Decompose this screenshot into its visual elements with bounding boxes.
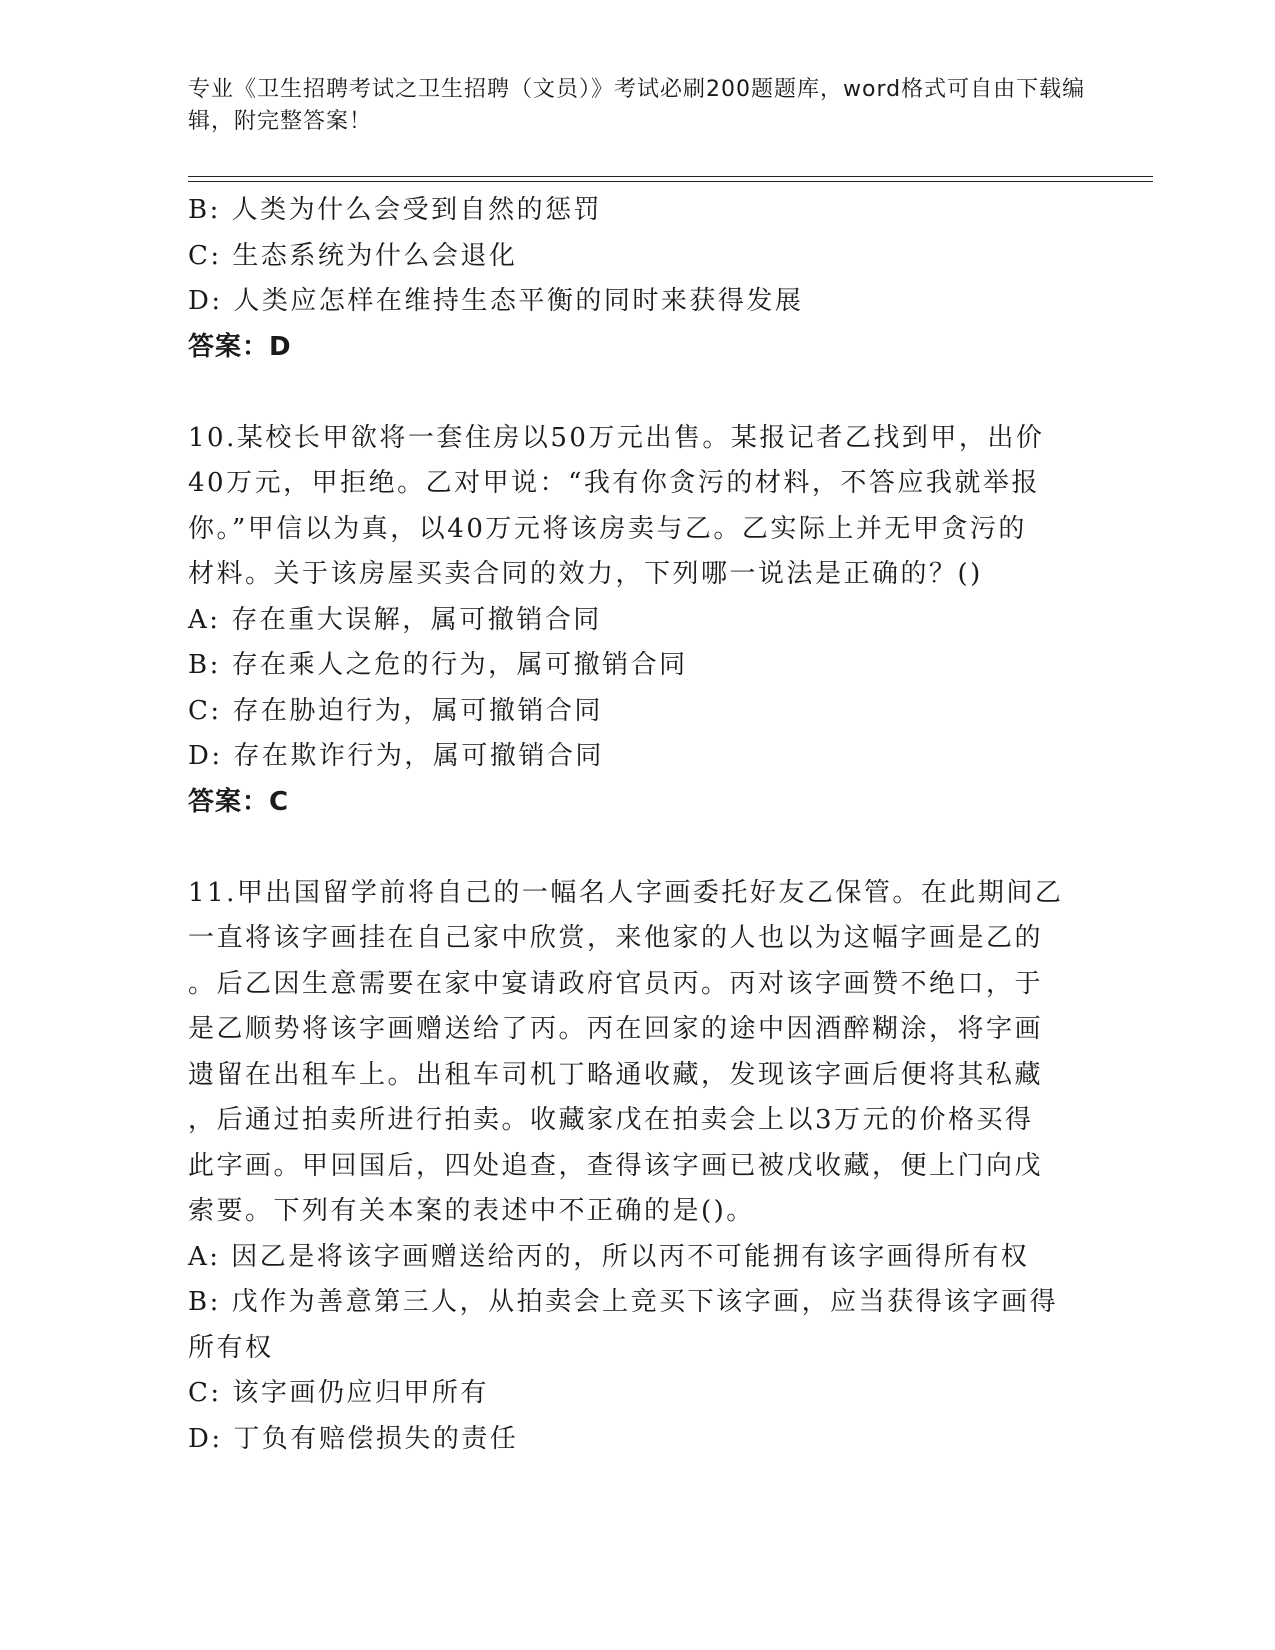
option-c: C: 存在胁迫行为，属可撤销合同 bbox=[188, 695, 603, 726]
answer-label: 答案：D bbox=[188, 331, 292, 362]
spacer bbox=[188, 825, 1078, 871]
question-stem-line: 遗留在出租车上。出租车司机丁略通收藏，发现该字画后便将其私藏 bbox=[188, 1059, 1044, 1090]
option-d: D: 人类应怎样在维持生态平衡的同时来获得发展 bbox=[188, 286, 804, 316]
header-divider-top bbox=[188, 176, 1153, 177]
question-stem-line: 是乙顺势将该字画赠送给了丙。丙在回家的途中因酒醉糊涂，将字画 bbox=[188, 1014, 1044, 1044]
document-body bbox=[188, 188, 1078, 1462]
question-stem-line: 40万元，甲拒绝。乙对甲说：“我有你贪污的材料，不答应我就举报 bbox=[188, 468, 1040, 498]
question-stem-line: 你。”甲信以为真，以40万元将该房卖与乙。乙实际上并无甲贪污的 bbox=[188, 513, 1027, 544]
question-stem-line: 。后乙因生意需要在家中宴请政府官员丙。丙对该字画赞不绝口，于 bbox=[188, 968, 1044, 999]
header-divider-bottom bbox=[188, 181, 1153, 182]
document-header bbox=[188, 74, 1088, 138]
question-stem-line: 索要。下列有关本案的表述中不正确的是()。 bbox=[188, 1196, 755, 1226]
question-9-continued bbox=[188, 188, 1078, 370]
answer-label: 答案：C bbox=[188, 786, 290, 817]
option-a: A: 存在重大误解，属可撤销合同 bbox=[188, 604, 602, 635]
option-d: D: 存在欺诈行为，属可撤销合同 bbox=[188, 741, 604, 771]
question-10 bbox=[188, 416, 1078, 826]
question-stem-line: 一直将该字画挂在自己家中欣赏，来他家的人也以为这幅字画是乙的 bbox=[188, 923, 1044, 953]
option-d: D: 丁负有赔偿损失的责任 bbox=[188, 1423, 519, 1454]
question-stem-line: 11.甲出国留学前将自己的一幅名人字画委托好友乙保管。在此期间乙 bbox=[188, 877, 1064, 908]
option-c: C: 生态系统为什么会退化 bbox=[188, 240, 518, 271]
question-stem-line: 材料。关于该房屋买卖合同的效力，下列哪一说法是正确的？() bbox=[188, 559, 983, 589]
spacer bbox=[188, 370, 1078, 416]
option-b: B: 存在乘人之危的行为，属可撤销合同 bbox=[188, 650, 688, 680]
option-b-continued: 所有权 bbox=[188, 1332, 274, 1363]
question-stem-line: 此字画。甲回国后，四处追查，查得该字画已被戊收藏，便上门向戊 bbox=[188, 1150, 1044, 1181]
option-c: C: 该字画仍应归甲所有 bbox=[188, 1378, 489, 1408]
question-stem-line: ，后通过拍卖所进行拍卖。收藏家戊在拍卖会上以3万元的价格买得 bbox=[188, 1105, 1034, 1135]
option-a: A: 因乙是将该字画赠送给丙的，所以丙不可能拥有该字画得所有权 bbox=[188, 1241, 1030, 1272]
option-b: B: 戊作为善意第三人，从拍卖会上竞买下该字画，应当获得该字画得 bbox=[188, 1287, 1059, 1317]
question-stem-line: 10.某校长甲欲将一套住房以50万元出售。某报记者乙找到甲，出价 bbox=[188, 422, 1045, 453]
header-text: 专业《卫生招聘考试之卫生招聘（文员）》考试必刷200题题库，word格式可自由下载编辑，附完整答案！ bbox=[188, 77, 1086, 134]
question-11 bbox=[188, 871, 1078, 1463]
option-b: B: 人类为什么会受到自然的惩罚 bbox=[188, 195, 603, 225]
